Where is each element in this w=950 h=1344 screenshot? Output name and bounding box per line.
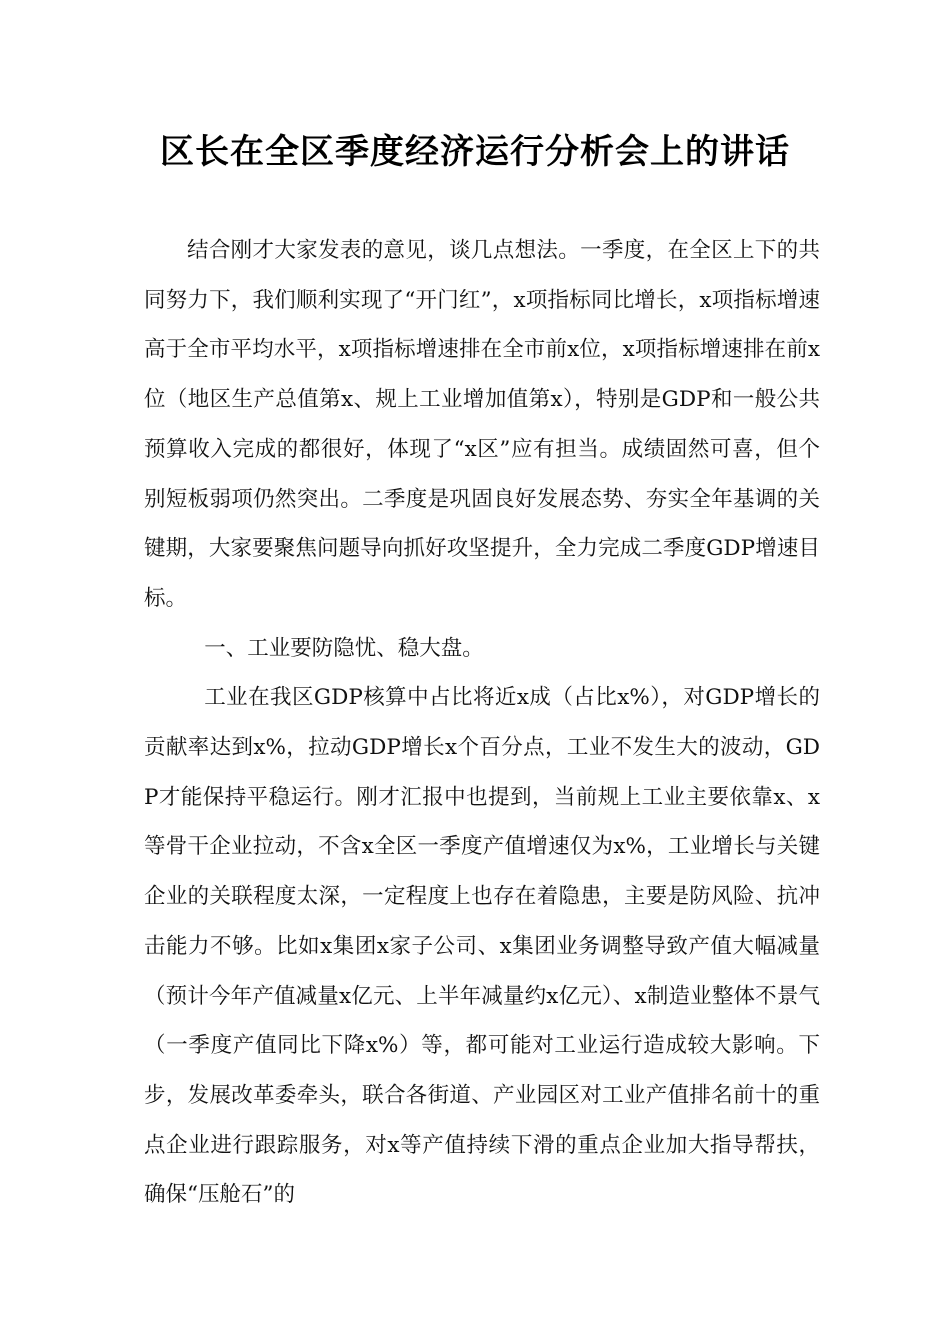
document-title: 区长在全区季度经济运行分析会上的讲话 [160,132,790,172]
section-heading-industry: 一、工业要防隐忧、稳大盘。 [204,635,484,661]
document-body [144,226,820,1220]
paragraph-intro: 结合刚才大家发表的意见，谈几点想法。一季度，在全区上下的共同努力下，我们顺利实现了“开门红”，x项指标同比增长，x项指标增速高于全市平均水平，x项指标增速排在全市前x位，x项指标增速排在前x位（地区生产总值第x、规上工业增加值第x），特别是GDP和一般公共预算收入完成的都很好，体现了“x区”应有担当。成绩固然可喜，但个别短板弱项仍然突出。二季度是巩固良好发展态势、夯实全年基调的关键期，大家要聚焦问题导向抓好攻坚提升，全力完成二季度GDP增速目标。 [144,238,820,611]
paragraph-industry: 工业在我区GDP核算中占比将近x成（占比x%），对GDP增长的贡献率达到x%，拉动GDP增长x个百分点，工业不发生大的波动，GDP才能保持平稳运行。刚才汇报中也提到，当前规上工业主要依靠x、x等骨干企业拉动，不含x全区一季度产值增速仅为x%，工业增长与关键企业的关联程度太深，一定程度上也存在着隐患，主要是防风险、抗冲击能力不够。比如x集团x家子公司、x集团业务调整导致产值大幅减量（预计今年产值减量x亿元、上半年减量约x亿元）、x制造业整体不景气（一季度产值同比下降x%）等，都可能对工业运行造成较大影响。下步，发展改革委牵头，联合各街道、产业园区对工业产值排名前十的重点企业进行跟踪服务，对x等产值持续下滑的重点企业加大指导帮扶，确保“压舱石”的 [144,685,820,1208]
